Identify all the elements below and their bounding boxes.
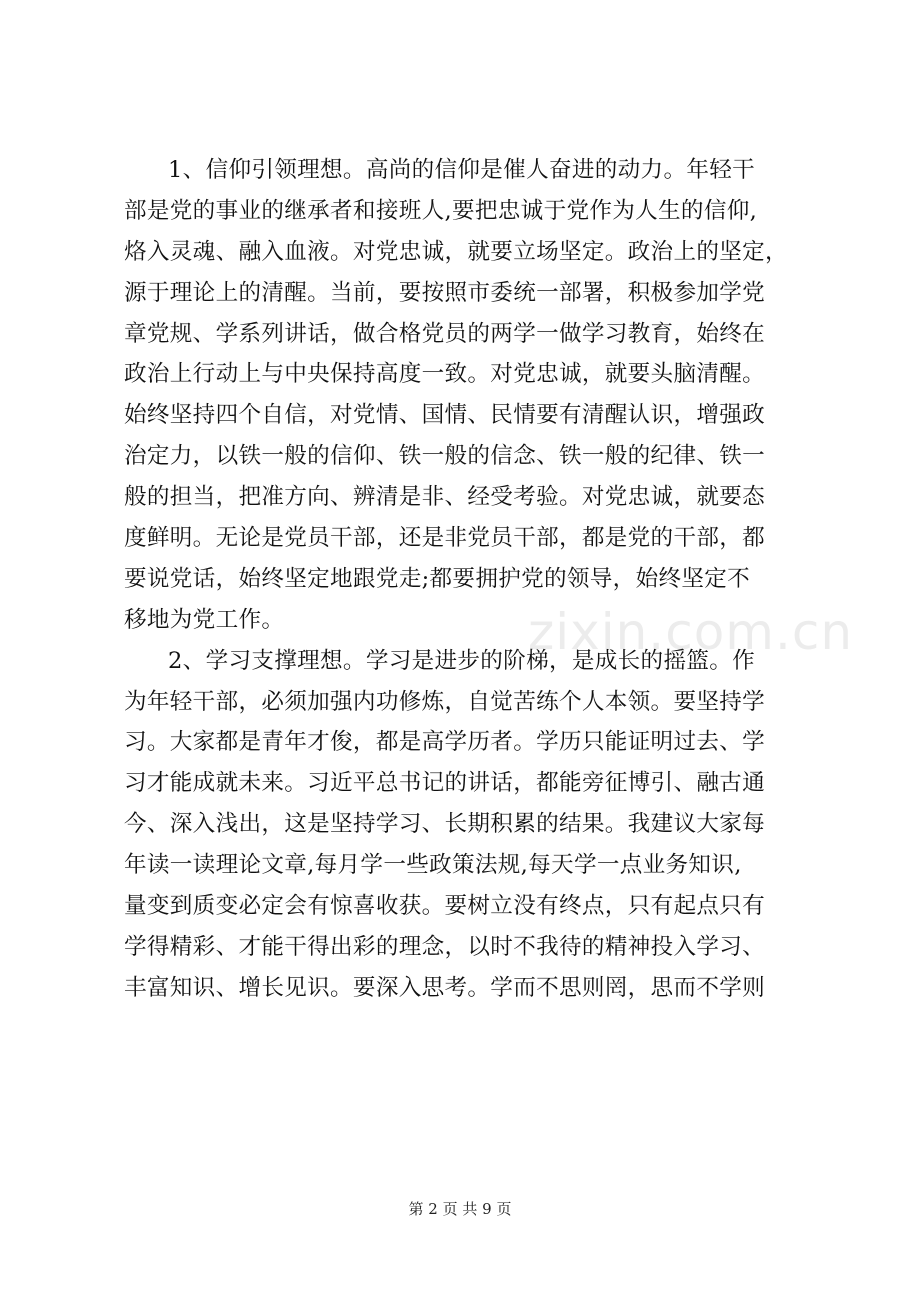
text-line: 1、信仰引领理想。高尚的信仰是催人奋进的动力。年轻干 — [168, 157, 756, 183]
text-line: 度鲜明。无论是党员干部，还是非党员干部，都是党的干部，都 — [124, 525, 766, 552]
text-line: 治定力，以铁一般的信仰、铁一般的信念、铁一般的纪律、铁一 — [124, 443, 766, 470]
text-line: 量变到质变必定会有惊喜收获。要树立没有终点，只有起点只有 — [124, 893, 766, 920]
text-line: 习。大家都是青年才俊，都是高学历者。学历只能证明过去、学 — [124, 729, 766, 756]
text-line: 政治上行动上与中央保持高度一致。对党忠诚，就要头脑清醒。 — [124, 361, 766, 388]
watermark: zixin.com.cn — [528, 603, 854, 661]
text-line: 学得精彩、才能干得出彩的理念，以时不我待的精神投入学习、 — [124, 933, 766, 960]
document-body — [124, 150, 812, 1009]
text-line: 源于理论上的清醒。当前，要按照市委统一部署，积极参加学党 — [124, 279, 766, 306]
text-line: 习才能成就未来。习近平总书记的讲话，都能旁征博引、融古通 — [124, 770, 766, 797]
text-line: 般的担当，把准方向、辨清是非、经受考验。对党忠诚，就要态 — [124, 484, 766, 511]
text-line: 2、学习支撑理想。学习是进步的阶梯，是成长的摇篮。作 — [168, 647, 756, 674]
text-line: 章党规、学系列讲话，做合格党员的两学一做学习教育，始终在 — [124, 320, 766, 347]
paragraph-2 — [124, 641, 812, 1009]
text-line: 年读一读理论文章,每月学一些政策法规,每天学一点业务知识, — [124, 852, 742, 879]
page-footer: 第 2 页 共 9 页 — [408, 1200, 512, 1218]
paragraph-1 — [124, 150, 812, 641]
text-line: 移地为党工作。 — [124, 606, 285, 633]
text-line: 始终坚持四个自信，对党情、国情、民情要有清醒认识，增强政 — [124, 402, 766, 429]
text-line: 烙入灵魂、融入血液。对党忠诚，就要立场坚定。政治上的坚定， — [124, 238, 788, 265]
text-line: 为年轻干部，必须加强内功修炼，自觉苦练个人本领。要坚持学 — [124, 688, 766, 715]
text-line: 丰富知识、增长见识。要深入思考。学而不思则罔，思而不学则 — [124, 974, 766, 1001]
text-line: 部是党的事业的继承者和接班人,要把忠诚于党作为人生的信仰, — [124, 197, 758, 224]
text-line: 今、深入浅出，这是坚持学习、长期积累的结果。我建议大家每 — [124, 811, 766, 838]
text-line: 要说党话，始终坚定地跟党走;都要拥护党的领导，始终坚定不 — [124, 565, 751, 592]
